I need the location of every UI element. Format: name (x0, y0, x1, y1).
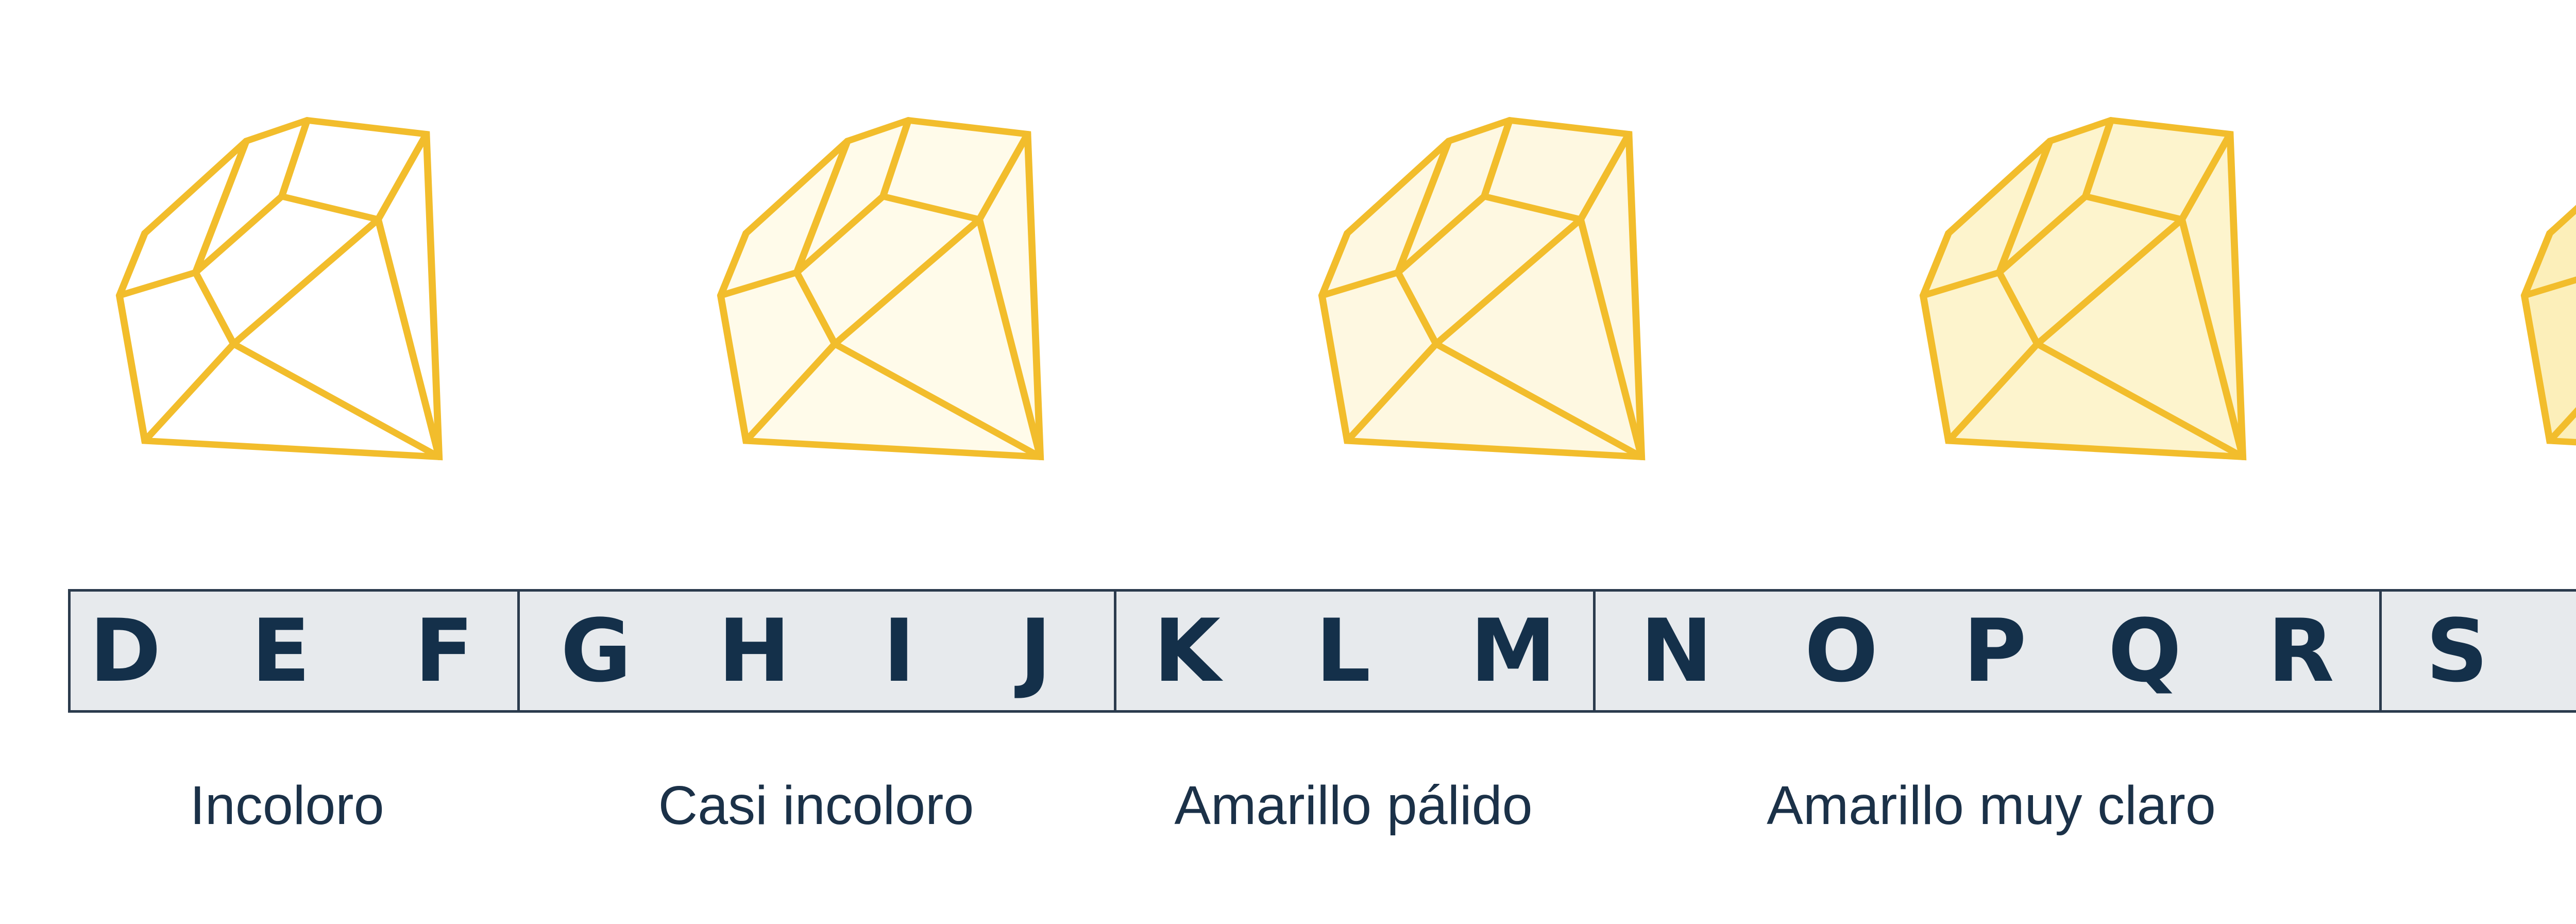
grade-letter-f: F (414, 600, 474, 701)
grade-letter-h: H (718, 600, 791, 701)
grade-letter-r: R (2267, 600, 2334, 701)
range-label-incoloro: Incoloro (190, 775, 384, 836)
range-label-casi-incoloro: Casi incoloro (658, 775, 974, 836)
diamond-icon (1918, 113, 2248, 464)
grade-divider (517, 592, 520, 710)
range-label-amarillo-muy-claro: Amarillo muy claro (1767, 775, 2216, 836)
grade-letter-p: P (1963, 600, 2027, 701)
diamond-icon (2519, 113, 2576, 464)
grade-divider (1593, 592, 1596, 710)
grade-letter-d: D (89, 600, 161, 701)
grade-divider (1114, 592, 1116, 710)
diamond-icon (716, 113, 1045, 464)
grade-letter-e: E (251, 600, 311, 701)
grade-letter-k: K (1153, 600, 1221, 701)
grade-letter-n: N (1640, 600, 1713, 701)
grade-letter-l: L (1315, 600, 1371, 701)
grade-letter-o: O (1804, 600, 1878, 701)
grade-letter-s: S (2426, 600, 2488, 701)
grade-letter-i: I (883, 600, 916, 701)
diamond-icon (1317, 113, 1647, 464)
color-grade-scale (68, 589, 2576, 713)
grade-divider (2379, 592, 2382, 710)
range-label-amarillo-palido: Amarillo pálido (1174, 775, 1533, 836)
grade-letter-j: J (1019, 600, 1052, 701)
grade-letter-g: G (561, 600, 632, 701)
grade-letter-q: Q (2108, 600, 2182, 701)
grade-letter-m: M (1470, 600, 1556, 701)
diamond-icon (114, 113, 444, 464)
